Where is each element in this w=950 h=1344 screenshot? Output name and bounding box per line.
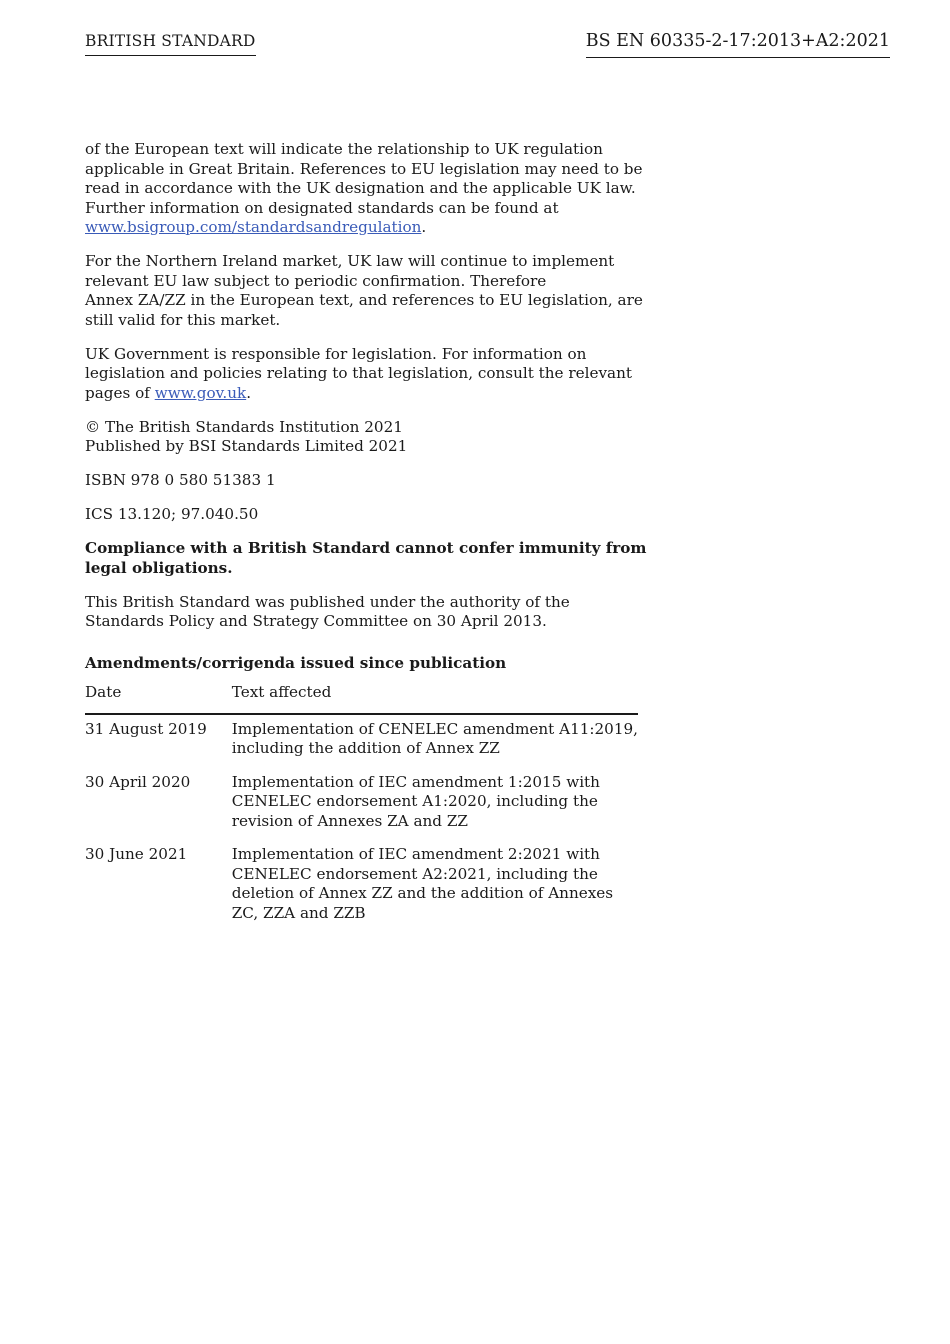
northern-ireland-paragraph [85, 252, 645, 330]
text-line: including the addition of Annex ZZ [231, 739, 500, 757]
text-line: ZC, ZZA and ZZB [231, 903, 366, 922]
text-line: For the Northern Ireland market, UK law will continue to implement [85, 252, 615, 270]
text-line: revision of Annexes ZA and ZZ [231, 811, 468, 830]
text-line: CENELEC endorsement A2:2021, including the [231, 864, 598, 883]
table-row [85, 768, 638, 841]
text-fragment: . [421, 218, 427, 236]
amendment-text [232, 714, 638, 768]
column-header-text-affected: Text affected [232, 677, 638, 714]
text-line: of the European text will indicate the relationship to UK regulation [85, 140, 603, 158]
text-line: CENELEC endorsement A1:2020, including the [231, 792, 598, 810]
text-line: still valid for this market. [85, 310, 281, 329]
text-line: Implementation of IEC amendment 1:2015 with [231, 772, 600, 791]
page-content [85, 140, 645, 932]
text-line: Implementation of IEC amendment 2:2021 with [231, 845, 600, 863]
publisher-line: Published by BSI Standards Limited 2021 [85, 437, 408, 455]
header-standard-label: BRITISH STANDARD [85, 32, 256, 56]
text-line: This British Standard was published under the authority of the [85, 592, 570, 611]
amendment-date: 30 April 2020 [85, 772, 191, 791]
text-line: Implementation of CENELEC amendment A11:2019, [231, 719, 638, 738]
amendments-table [85, 677, 638, 932]
text-fragment: pages of [85, 383, 155, 402]
header-standard-number: BS EN 60335-2-17:2013+A2:2021 [586, 31, 890, 58]
text-line: deletion of Annex ZZ and the addition of Annexes [231, 884, 614, 902]
amendment-date: 30 June 2021 [85, 845, 188, 863]
text-line: relevant EU law subject to periodic confirmation. Therefore [85, 271, 547, 290]
copyright-block [85, 418, 645, 457]
authority-paragraph [85, 593, 645, 632]
text-line: Annex ZA/ZZ in the European text, and references to EU legislation, are [85, 291, 643, 309]
isbn: ISBN 978 0 580 51383 1 [85, 471, 276, 489]
bsigroup-link[interactable]: www.bsigroup.com/standardsandregulation [85, 218, 422, 236]
ics-code: ICS 13.120; 97.040.50 [85, 505, 259, 523]
text-line: Standards Policy and Strategy Committee on 30 April 2013. [85, 612, 547, 630]
designation-paragraph [85, 140, 645, 238]
table-row [85, 714, 638, 768]
text-line: applicable in Great Britain. References to EU legislation may need to be [85, 159, 643, 178]
table-row [85, 840, 638, 932]
compliance-notice [85, 539, 645, 578]
amendment-text [232, 768, 638, 841]
gov-uk-link[interactable]: www.gov.uk [154, 383, 247, 402]
text-line: legislation and policies relating to that legislation, consult the relevant [85, 364, 632, 382]
text-line: read in accordance with the UK designation and the applicable UK law. [85, 179, 636, 197]
amendment-date: 31 August 2019 [85, 719, 207, 738]
text-line: UK Government is responsible for legislation. For information on [85, 344, 587, 363]
copyright-line: © The British Standards Institution 2021 [85, 417, 403, 436]
text-line: Further information on designated standards can be found at [85, 198, 559, 217]
uk-government-paragraph [85, 345, 645, 404]
text-line: legal obligations. [85, 558, 233, 577]
text-fragment: . [246, 383, 252, 402]
table-header-row [85, 677, 638, 714]
amendments-heading: Amendments/corrigenda issued since publication [85, 653, 507, 672]
amendment-text [232, 840, 638, 932]
column-header-date: Date [85, 677, 232, 714]
text-line: Compliance with a British Standard cannot confer immunity from [85, 539, 647, 557]
